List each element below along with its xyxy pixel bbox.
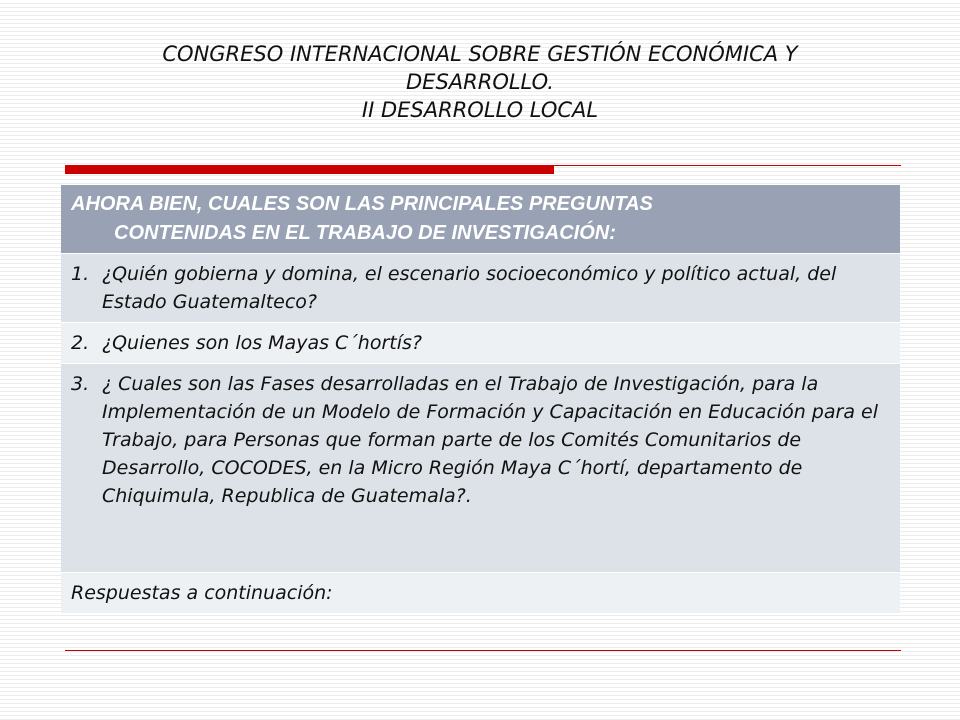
title-line-2: DESARROLLO. bbox=[406, 70, 554, 94]
table-header bbox=[61, 185, 900, 254]
question-2-text: ¿Quienes son los Mayas C´hortís? bbox=[102, 332, 422, 354]
question-1-number: 1. bbox=[71, 263, 90, 285]
table-row bbox=[61, 573, 900, 614]
question-3-number: 3. bbox=[71, 373, 90, 395]
table-row bbox=[61, 364, 900, 573]
question-1-text: ¿Quién gobierna y domina, el escenario socioeconómico y político actual, del Estado Guatemalteco? bbox=[102, 263, 837, 313]
question-3-cell bbox=[61, 364, 900, 573]
questions-table bbox=[61, 185, 900, 613]
question-1 bbox=[71, 260, 890, 316]
title-line-1: CONGRESO INTERNACIONAL SOBRE GESTIÓN ECONÓMICA Y bbox=[162, 42, 798, 66]
table-row bbox=[61, 254, 900, 323]
question-2 bbox=[71, 329, 890, 357]
table-row bbox=[61, 323, 900, 364]
question-2-cell bbox=[61, 323, 900, 364]
question-3 bbox=[71, 370, 890, 510]
answers-note: Respuestas a continuación: bbox=[61, 573, 900, 614]
header-line-1: AHORA BIEN, CUALES SON LAS PRINCIPALES PREGUNTAS bbox=[71, 193, 653, 215]
title-line-3: II DESARROLLO LOCAL bbox=[361, 98, 599, 122]
table-header-row bbox=[61, 185, 900, 254]
question-3-text: ¿ Cuales son las Fases desarrolladas en el Trabajo de Investigación, para la Implementación de un Modelo de Formación y Capacitación en Educación para el Trabajo, para Personas que forman parte de los Comités Comunitarios de Desarrollo, COCODES, en la Micro Región Maya C´hortí, departamento de Chiquimula, Republica de Guatemala?. bbox=[102, 373, 878, 507]
question-2-number: 2. bbox=[71, 332, 90, 354]
top-accent-bar bbox=[65, 165, 554, 174]
slide-title bbox=[60, 40, 900, 124]
bottom-divider-line bbox=[65, 650, 901, 651]
question-1-cell bbox=[61, 254, 900, 323]
header-line-2: CONTENIDAS EN EL TRABAJO DE INVESTIGACIÓN: bbox=[114, 222, 616, 244]
